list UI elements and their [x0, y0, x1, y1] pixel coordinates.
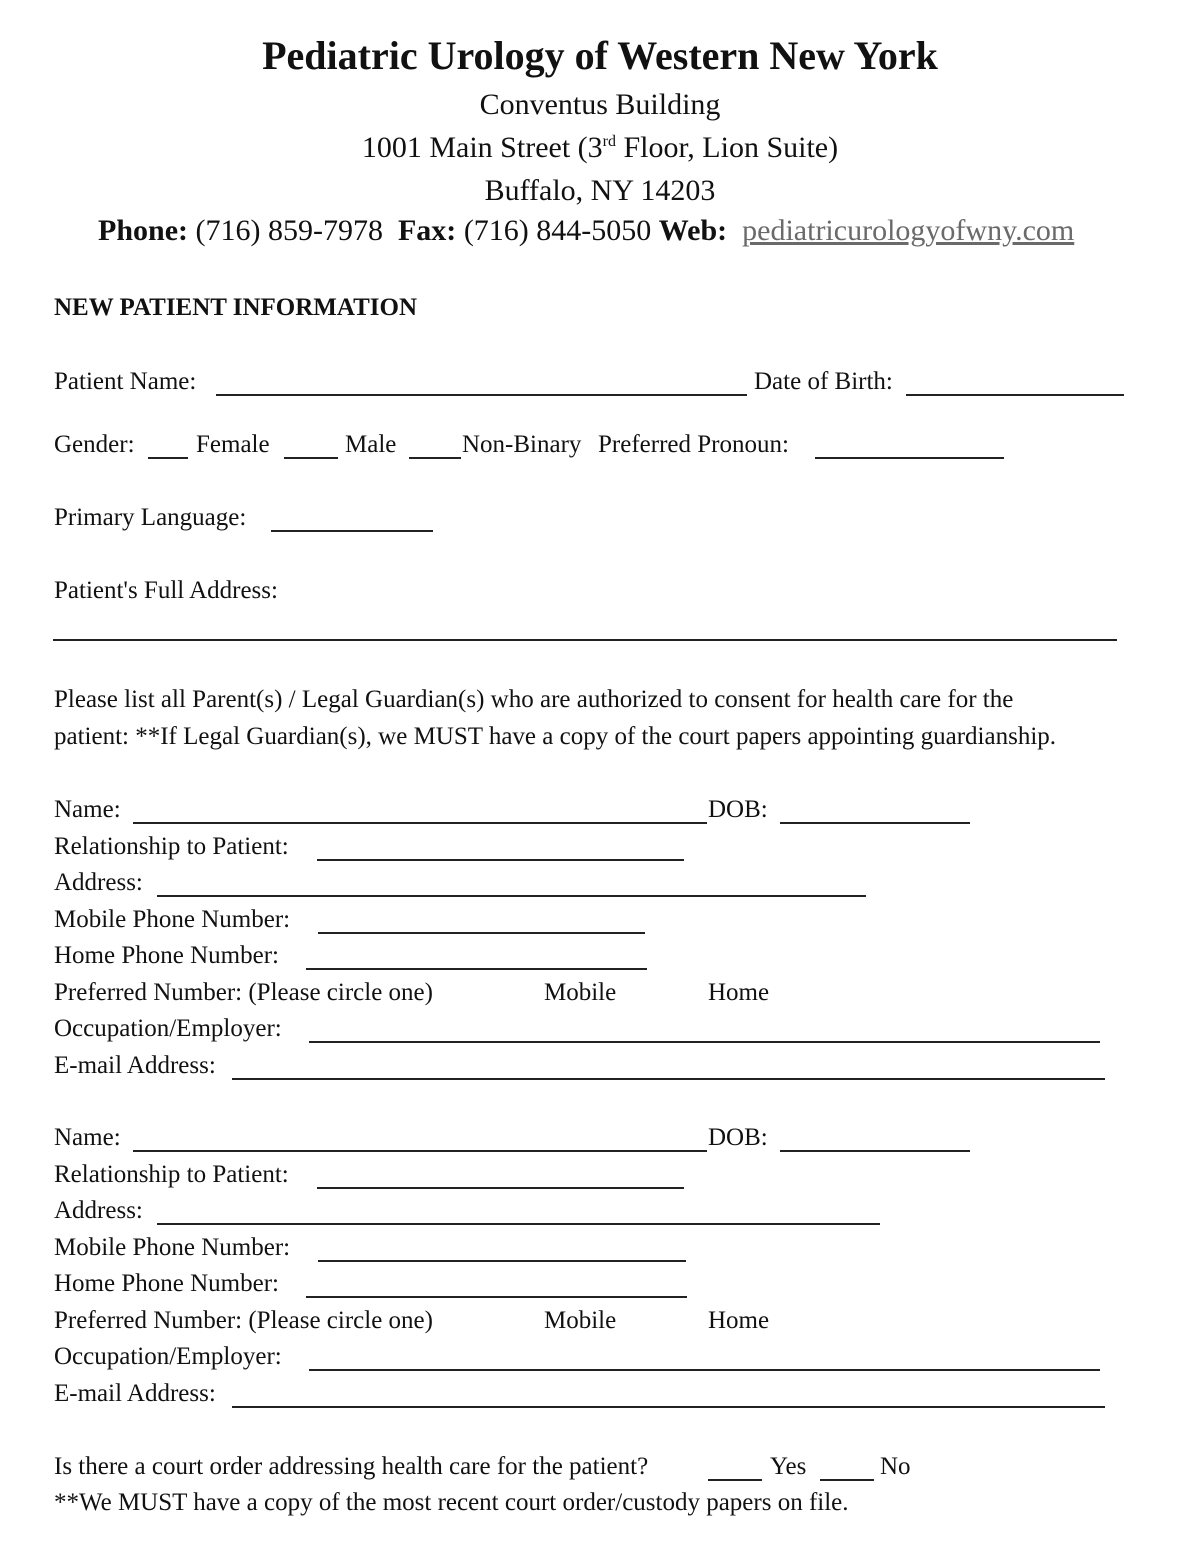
contact-line [98, 214, 1074, 248]
guardian-name-label: Name: [54, 796, 121, 823]
guardian-home-field[interactable] [306, 1296, 687, 1298]
guardian-mobile-label: Mobile Phone Number: [54, 906, 291, 933]
phone-number: (716) 859-7978 [195, 214, 383, 247]
guardian-occupation-label: Occupation/Employer: [54, 1015, 282, 1042]
guardian-address-label: Address: [54, 869, 143, 896]
preferred-option-mobile[interactable]: Mobile [544, 1307, 617, 1334]
patient-address-label: Patient's Full Address: [54, 577, 278, 604]
guardian-dob-label: DOB: [708, 1124, 768, 1151]
guardian-relationship-field[interactable] [317, 1187, 684, 1189]
gender-male-blank[interactable] [284, 457, 338, 459]
court-order-no-blank[interactable] [820, 1479, 874, 1481]
guardian-occupation-label: Occupation/Employer: [54, 1343, 282, 1370]
guardian-home-field[interactable] [306, 968, 647, 970]
guardian-email-label: E-mail Address: [54, 1052, 216, 1079]
guardian-dob-field[interactable] [780, 1150, 970, 1152]
court-order-yes-blank[interactable] [708, 1479, 762, 1481]
guardian-name-field[interactable] [133, 822, 707, 824]
patient-dob-label: Date of Birth: [754, 368, 893, 395]
gender-label: Gender: [54, 431, 135, 458]
gender-nonbinary-label: Non-Binary [462, 431, 582, 458]
preferred-option-mobile[interactable]: Mobile [544, 979, 617, 1006]
language-label: Primary Language: [54, 504, 247, 531]
preferred-option-home[interactable]: Home [708, 1307, 770, 1334]
guardian-instructions-line2: patient: **If Legal Guardian(s), we MUST have a copy of the court papers appointing guardianship. [54, 723, 1057, 750]
guardian-address-field[interactable] [157, 895, 866, 897]
fax-number: (716) 844-5050 [463, 214, 652, 247]
guardian-relationship-label: Relationship to Patient: [54, 833, 289, 860]
gender-male-label: Male [345, 431, 397, 458]
fax-label: Fax: [397, 214, 457, 247]
guardian-email-field[interactable] [232, 1406, 1105, 1408]
guardian-preferred-label: Preferred Number: (Please circle one) [54, 1307, 433, 1334]
building-name: Conventus Building [479, 88, 721, 121]
court-order-note: **We MUST have a copy of the most recent court order/custody papers on file. [54, 1489, 849, 1516]
website-link[interactable]: pediatricurologyofwny.com [742, 214, 1075, 247]
guardian-mobile-field[interactable] [318, 1260, 686, 1262]
patient-name-field[interactable] [216, 394, 747, 396]
court-order-no-label: No [880, 1453, 911, 1480]
pronoun-field[interactable] [815, 457, 1004, 459]
preferred-option-home[interactable]: Home [708, 979, 770, 1006]
pronoun-label: Preferred Pronoun: [598, 431, 789, 458]
guardian-relationship-field[interactable] [317, 859, 684, 861]
phone-label: Phone: [98, 214, 188, 247]
guardian-occupation-field[interactable] [309, 1369, 1100, 1371]
gender-nonbinary-blank[interactable] [409, 457, 461, 459]
guardian-home-label: Home Phone Number: [54, 1270, 279, 1297]
patient-name-label: Patient Name: [54, 368, 197, 395]
gender-female-blank[interactable] [148, 457, 188, 459]
guardian-mobile-field[interactable] [318, 932, 645, 934]
guardian-email-label: E-mail Address: [54, 1380, 216, 1407]
guardian-email-field[interactable] [232, 1078, 1105, 1080]
street-suffix: Floor, Lion Suite) [615, 131, 839, 164]
guardian-instructions-line1: Please list all Parent(s) / Legal Guardian(s) who are authorized to consent for health care for the [54, 686, 1014, 713]
guardian-dob-field[interactable] [780, 822, 970, 824]
guardian-occupation-field[interactable] [309, 1041, 1100, 1043]
guardian-name-label: Name: [54, 1124, 121, 1151]
guardian-mobile-label: Mobile Phone Number: [54, 1234, 291, 1261]
guardian-home-label: Home Phone Number: [54, 942, 279, 969]
web-label: Web: [658, 214, 728, 247]
practice-title: Pediatric Urology of Western New York [262, 33, 938, 78]
guardian-dob-label: DOB: [708, 796, 768, 823]
street-prefix: 1001 Main Street (3 [361, 131, 603, 164]
patient-dob-field[interactable] [906, 394, 1124, 396]
guardian-name-field[interactable] [133, 1150, 707, 1152]
section-title: NEW PATIENT INFORMATION [54, 294, 418, 321]
guardian-address-label: Address: [54, 1197, 143, 1224]
guardian-address-field[interactable] [157, 1223, 880, 1225]
patient-address-field[interactable] [53, 639, 1117, 641]
city-state-zip: Buffalo, NY 14203 [484, 174, 716, 207]
court-order-yes-label: Yes [770, 1453, 807, 1480]
language-field[interactable] [271, 530, 433, 532]
court-order-question: Is there a court order addressing health care for the patient? [54, 1453, 649, 1480]
street-address [0, 131, 1200, 165]
gender-female-label: Female [196, 431, 270, 458]
guardian-preferred-label: Preferred Number: (Please circle one) [54, 979, 433, 1006]
street-ordinal: rd [602, 133, 616, 150]
guardian-relationship-label: Relationship to Patient: [54, 1161, 289, 1188]
